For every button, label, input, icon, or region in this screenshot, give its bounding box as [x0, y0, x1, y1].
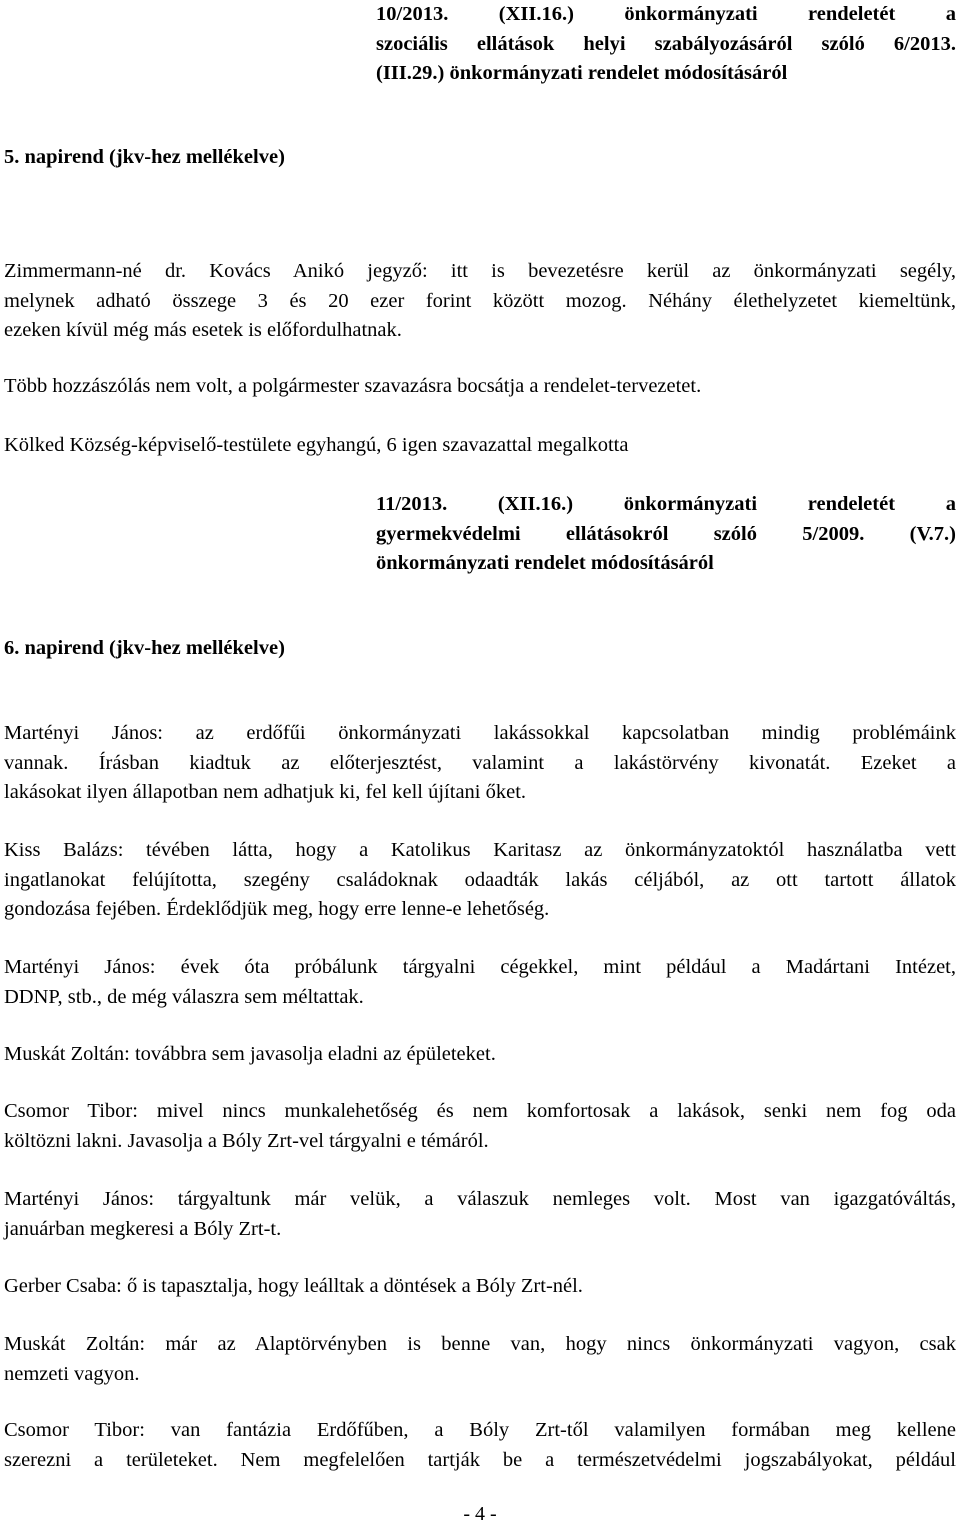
resolution-10-line: 10/2013. (XII.16.) önkormányzati rendeletét a: [376, 3, 956, 25]
resolution-10-line: szociális ellátások helyi szabályozásáról szóló 6/2013.: [376, 32, 956, 55]
paragraph-martenyi-2: Martényi János: évek óta próbálunk tárgyalni cégekkel, mint például a Madártani Intézet, DDNP, stb., de még válaszra sem méltattak.: [4, 956, 956, 1008]
resolution-10-line: (III.29.) önkormányzati rendelet módosításáról: [376, 62, 788, 84]
paragraph-csomor-2: Csomor Tibor: van fantázia Erdőfűben, a Bóly Zrt-től valamilyen formában meg kellene szerezni a területeket. Nem megfelelően tartják be a természetvédelmi jogszabályokat, például: [4, 1419, 956, 1471]
paragraph-muskat-1: Muskát Zoltán: továbbra sem javasolja eladni az épületeket.: [4, 1043, 496, 1065]
resolution-11-line: önkormányzati rendelet módosításáról: [376, 552, 714, 574]
agenda-6-heading: 6. napirend (jkv-hez mellékelve): [4, 637, 285, 659]
paragraph-zimmermann: Zimmermann-né dr. Kovács Anikó jegyző: itt is bevezetésre kerül az önkormányzati segély, melynek adható összege 3 és 20 ezer forint között mozog. Néhány élethelyzetet kiemeltünk, ezeken kívül még más esetek is előfordulhatnak.: [4, 260, 956, 341]
paragraph-csomor-1: Csomor Tibor: mivel nincs munkalehetőség és nem komfortosak a lakások, senki nem fog oda költözni lakni. Javasolja a Bóly Zrt-vel tárgyalni e témáról.: [4, 1100, 956, 1152]
paragraph-tobb-hozzaszolas: Több hozzászólás nem volt, a polgármester szavazásra bocsátja a rendelet-tervezetet.: [4, 375, 702, 397]
page-number: - 4 -: [463, 1503, 497, 1525]
paragraph-muskat-2: Muskát Zoltán: már az Alaptörvényben is benne van, hogy nincs önkormányzati vagyon, csak nemzeti vagyon.: [4, 1333, 956, 1385]
paragraph-martenyi-3: Martényi János: tárgyaltunk már velük, a válaszuk nemleges volt. Most van igazgatóváltás, januárban megkeresi a Bóly Zrt-t.: [4, 1188, 956, 1240]
paragraph-kiss-balazs: Kiss Balázs: tévében látta, hogy a Katolikus Karitasz az önkormányzatoktól használatba vett ingatlanokat felújította, szegény családoknak odaadták lakás céljából, az ott tartott állatok gondozása fejében. Érdeklődjük meg, hogy erre lenne-e lehetőség.: [4, 839, 956, 920]
resolution-11-line: gyermekvédelmi ellátásokról szóló 5/2009. (V.7.): [376, 522, 956, 545]
agenda-5-heading: 5. napirend (jkv-hez mellékelve): [4, 146, 285, 168]
paragraph-kolked-megalkotta: Kölked Község-képviselő-testülete egyhangú, 6 igen szavazattal megalkotta: [4, 434, 629, 456]
paragraph-martenyi-1: Martényi János: az erdőfűi önkormányzati lakássokkal kapcsolatban mindig problémáink vannak. Írásban kiadtuk az előterjesztést, valamint a lakástörvény kivonatát. Ezeket a lakásokat ilyen állapotban nem adhatjuk ki, fel kell újítani őket.: [4, 722, 956, 803]
resolution-11-line: 11/2013. (XII.16.) önkormányzati rendeletét a: [376, 493, 956, 515]
resolution-10-title: [376, 0, 956, 89]
resolution-11-title: [376, 490, 956, 579]
paragraph-gerber: Gerber Csaba: ő is tapasztalja, hogy leálltak a döntések a Bóly Zrt-nél.: [4, 1275, 583, 1297]
